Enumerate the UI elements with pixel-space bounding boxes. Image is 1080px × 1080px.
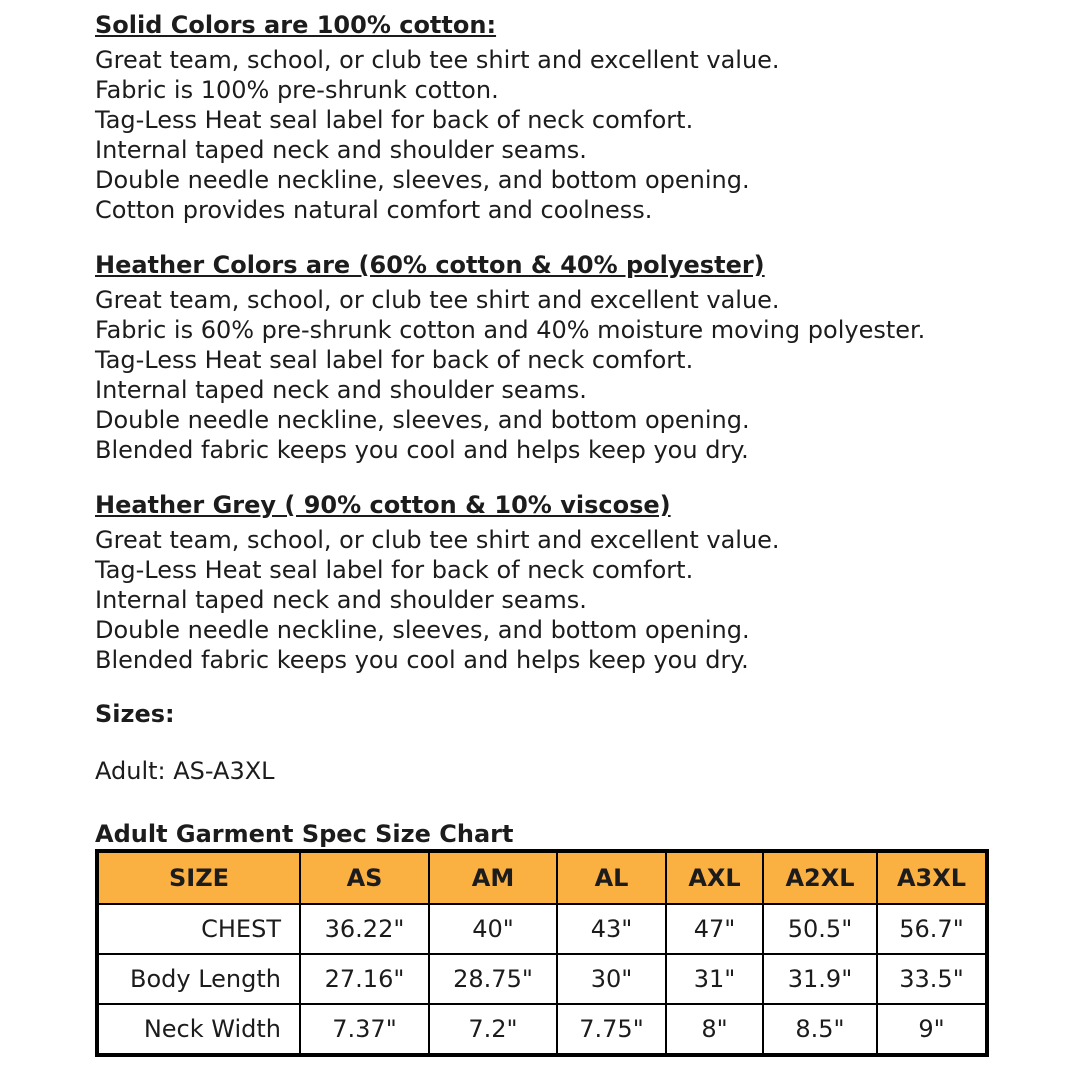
size-chart-cell: 28.75" [429,954,557,1004]
size-chart-cell: 43" [557,904,666,954]
size-chart-cell: 9" [877,1004,987,1055]
fabric-section [95,490,990,675]
fabric-section-line: Internal taped neck and shoulder seams. [95,136,587,164]
size-chart-cell: 50.5" [763,904,877,954]
size-chart-cell: 7.75" [557,1004,666,1055]
size-chart-column-header: AL [557,851,666,904]
size-chart-title: Adult Garment Spec Size Chart [95,820,514,848]
fabric-section-line: Great team, school, or club tee shirt and excellent value. [95,526,780,554]
size-chart-row [97,954,987,1004]
size-chart-cell: 40" [429,904,557,954]
size-chart-row-label: Neck Width [97,1004,300,1055]
fabric-section [95,250,990,465]
fabric-section-heading: Heather Colors are (60% cotton & 40% polyester) [95,251,765,279]
fabric-section-line: Internal taped neck and shoulder seams. [95,586,587,614]
size-chart-cell: 56.7" [877,904,987,954]
fabric-section-line: Double needle neckline, sleeves, and bottom opening. [95,166,750,194]
size-chart-cell: 8" [666,1004,763,1055]
fabric-section-line: Fabric is 60% pre-shrunk cotton and 40% moisture moving polyester. [95,316,926,344]
adult-size-range: Adult: AS-A3XL [95,757,275,785]
fabric-section [95,10,990,225]
size-chart-cell: 8.5" [763,1004,877,1055]
size-chart-cell: 36.22" [300,904,429,954]
size-chart-column-header: AM [429,851,557,904]
fabric-section-line: Tag-Less Heat seal label for back of neck comfort. [95,556,694,584]
size-chart-cell: 31" [666,954,763,1004]
size-chart-cell: 31.9" [763,954,877,1004]
size-chart-header-row [97,851,987,904]
fabric-section-line: Fabric is 100% pre-shrunk cotton. [95,76,499,104]
size-chart-row-label: Body Length [97,954,300,1004]
fabric-section-line: Double needle neckline, sleeves, and bottom opening. [95,616,750,644]
size-chart-column-header: A3XL [877,851,987,904]
fabric-section-line: Tag-Less Heat seal label for back of neck comfort. [95,346,694,374]
size-chart-row-label: CHEST [97,904,300,954]
size-chart-cell: 7.37" [300,1004,429,1055]
fabric-section-line: Internal taped neck and shoulder seams. [95,376,587,404]
fabric-section-line: Blended fabric keeps you cool and helps keep you dry. [95,436,749,464]
size-chart-cell: 30" [557,954,666,1004]
size-chart-column-header: SIZE [97,851,300,904]
fabric-section-line: Great team, school, or club tee shirt and excellent value. [95,46,780,74]
fabric-section-line: Great team, school, or club tee shirt and excellent value. [95,286,780,314]
size-chart-column-header: AXL [666,851,763,904]
size-chart-cell: 27.16" [300,954,429,1004]
size-chart-row [97,1004,987,1055]
sizes-heading: Sizes: [95,700,175,728]
fabric-section-heading: Solid Colors are 100% cotton: [95,11,497,39]
fabric-section-line: Double needle neckline, sleeves, and bottom opening. [95,406,750,434]
size-chart-row [97,904,987,954]
size-chart-cell: 47" [666,904,763,954]
fabric-section-line: Tag-Less Heat seal label for back of neck comfort. [95,106,694,134]
size-chart-column-header: A2XL [763,851,877,904]
size-chart-table [95,849,989,1057]
size-chart-column-header: AS [300,851,429,904]
fabric-section-heading: Heather Grey ( 90% cotton & 10% viscose) [95,491,671,519]
size-chart-cell: 7.2" [429,1004,557,1055]
size-chart-cell: 33.5" [877,954,987,1004]
fabric-info-sections [95,10,990,675]
fabric-section-line: Blended fabric keeps you cool and helps keep you dry. [95,646,749,674]
fabric-section-line: Cotton provides natural comfort and coolness. [95,196,653,224]
